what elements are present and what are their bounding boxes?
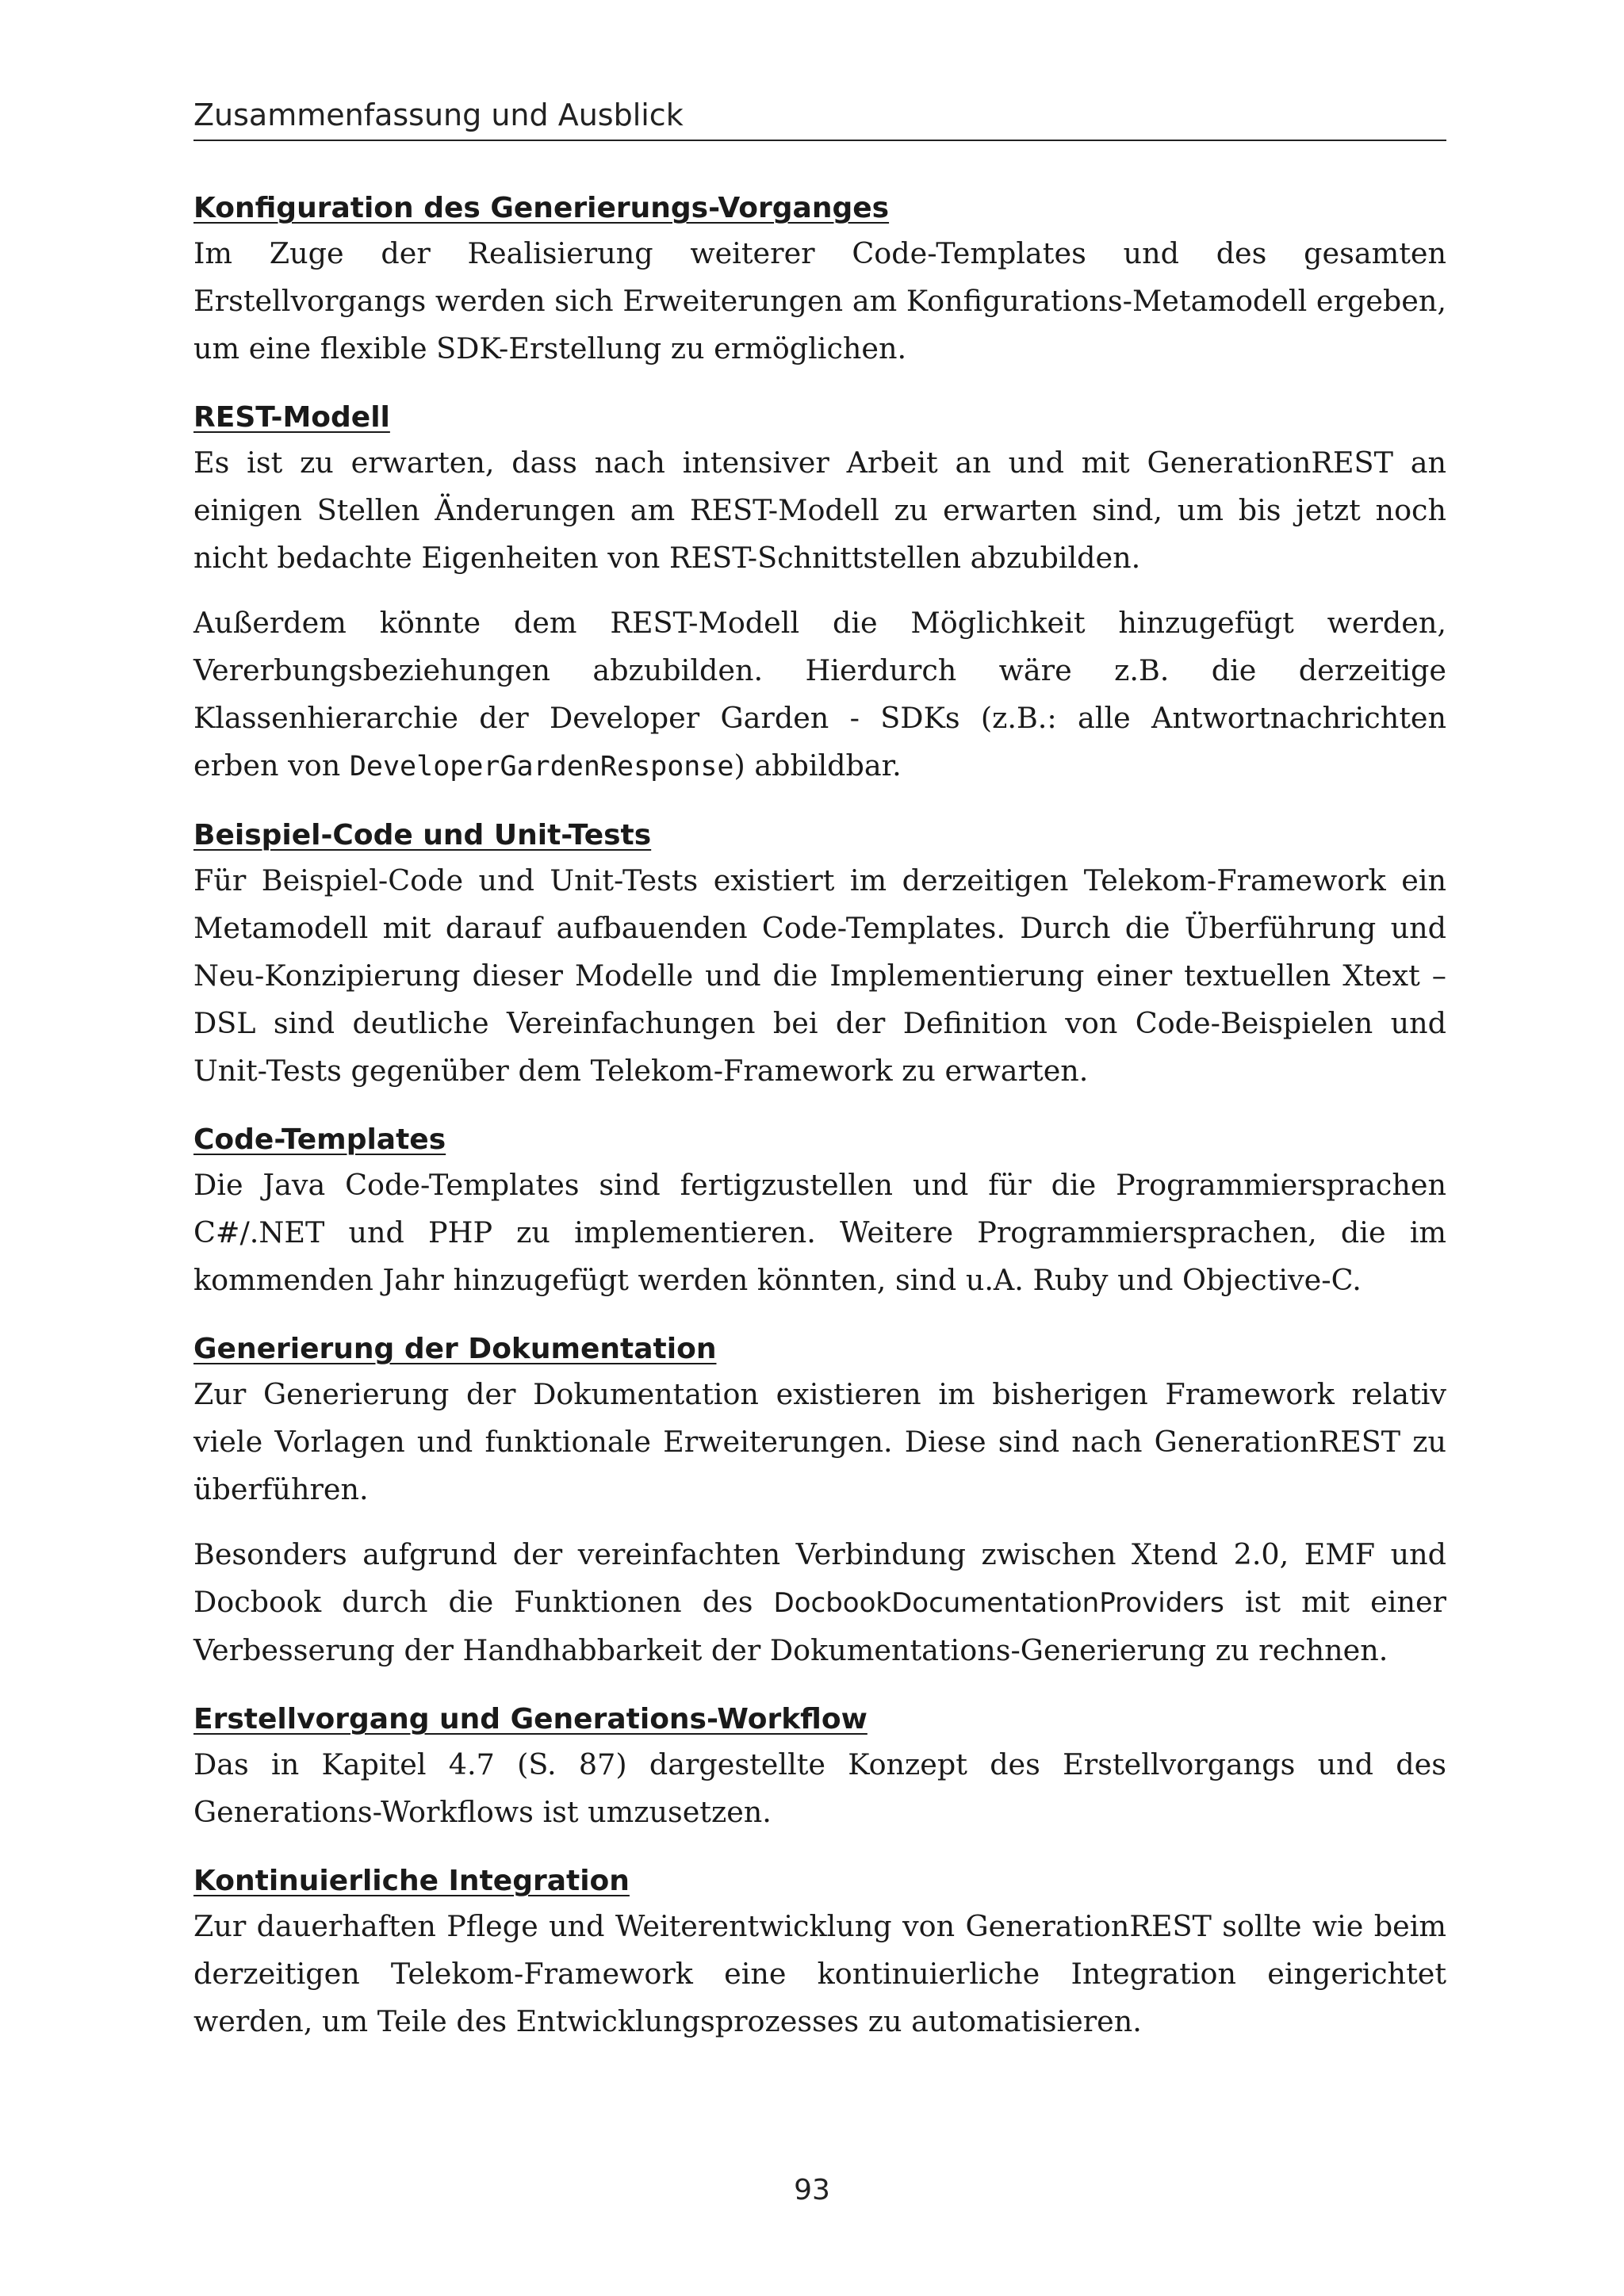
page-body bbox=[193, 187, 1446, 2045]
inline-code: DeveloperGardenResponse bbox=[349, 751, 734, 783]
section-heading: Erstellvorgang und Generations-Workflow bbox=[193, 1703, 868, 1735]
paragraph: Für Beispiel-Code und Unit-Tests existiert im derzeitigen Telekom-Framework ein Metamodell mit darauf aufbauenden Code-Templates. Durch die Überführung und Neu-Konzipierung dieser Modelle und die Implementierung einer textuellen Xtext – DSL sind deutliche Vereinfachungen bei der Definition von Code-Beispielen und Unit-Tests gegenüber dem Telekom-Framework zu erwarten. bbox=[193, 863, 1446, 1088]
section-heading: REST-Modell bbox=[193, 401, 390, 434]
section-konfiguration bbox=[193, 187, 1446, 373]
paragraph bbox=[193, 1531, 1446, 1674]
paragraph: Das in Kapitel 4.7 (S. 87) dargestellte Konzept des Erstellvorgangs und des Generations-Workflows ist umzusetzen. bbox=[193, 1747, 1446, 1829]
paragraph: Zur dauerhaften Pflege und Weiterentwicklung von GenerationREST sollte wie beim derzeitigen Telekom-Framework eine kontinuierliche Integration eingerichtet werden, um Teile des Entwicklungsprozesses zu automatisieren. bbox=[193, 1909, 1446, 2038]
paragraph-text: Besonders aufgrund der vereinfachten Verbindung zwischen Xtend 2.0, EMF und Docbook durch die Funktionen des bbox=[193, 1537, 1446, 1619]
paragraph bbox=[193, 599, 1446, 790]
paragraph: Es ist zu erwarten, dass nach intensiver Arbeit an und mit GenerationREST an einigen Stellen Änderungen am REST-Modell zu erwarten sind, um bis jetzt noch nicht bedachte Eigenheiten von REST-Schnittstellen abzubilden. bbox=[193, 446, 1446, 575]
section-erstellvorgang bbox=[193, 1698, 1446, 1836]
paragraph: Im Zuge der Realisierung weiterer Code-Templates und des gesamten Erstellvorgangs werden sich Erweiterungen am Konfigurations-Metamodell ergeben, um eine flexible SDK-Erstellung zu ermöglichen. bbox=[193, 236, 1446, 365]
paragraph-text: ist mit einer Verbesserung der Handhabbarkeit der Dokumentations-Generierung zu rechnen. bbox=[193, 1585, 1446, 1667]
section-heading: Beispiel-Code und Unit-Tests bbox=[193, 819, 652, 851]
running-header: Zusammenfassung und Ausblick bbox=[193, 90, 1446, 141]
paragraph: Zur Generierung der Dokumentation existieren im bisherigen Framework relativ viele Vorlagen und funktionale Erweiterungen. Diese sind nach GenerationREST zu überführen. bbox=[193, 1377, 1446, 1506]
section-heading: Konfiguration des Generierungs-Vorganges bbox=[193, 192, 890, 224]
inline-class-name: DocbookDocumentationProviders bbox=[773, 1587, 1224, 1619]
section-heading: Kontinuierliche Integration bbox=[193, 1865, 630, 1897]
paragraph: Die Java Code-Templates sind fertigzustellen und für die Programmiersprachen C#/.NET und PHP zu implementieren. Weitere Programmiersprachen, die im kommenden Jahr hinzugefügt werden könnten, sind u.A. Ruby und Objective-C. bbox=[193, 1168, 1446, 1297]
paragraph-text: Außerdem könnte dem REST-Modell die Möglichkeit hinzugefügt werden, Vererbungsbeziehungen abzubilden. Hierdurch wäre z.B. die derzeitige Klassenhierarchie der Developer Garden - SDKs (z.B.: alle Antwortnachrichten erben von bbox=[193, 606, 1446, 783]
section-heading: Code-Templates bbox=[193, 1123, 446, 1156]
section-heading: Generierung der Dokumentation bbox=[193, 1333, 717, 1365]
section-code-templates bbox=[193, 1119, 1446, 1304]
section-kontinuierliche-integration bbox=[193, 1860, 1446, 2045]
section-rest-modell bbox=[193, 396, 1446, 790]
page-number: 93 bbox=[794, 2174, 830, 2206]
section-dokumentation bbox=[193, 1328, 1446, 1674]
section-beispiel-code bbox=[193, 814, 1446, 1095]
paragraph-text: ) abbildbar. bbox=[733, 748, 902, 783]
